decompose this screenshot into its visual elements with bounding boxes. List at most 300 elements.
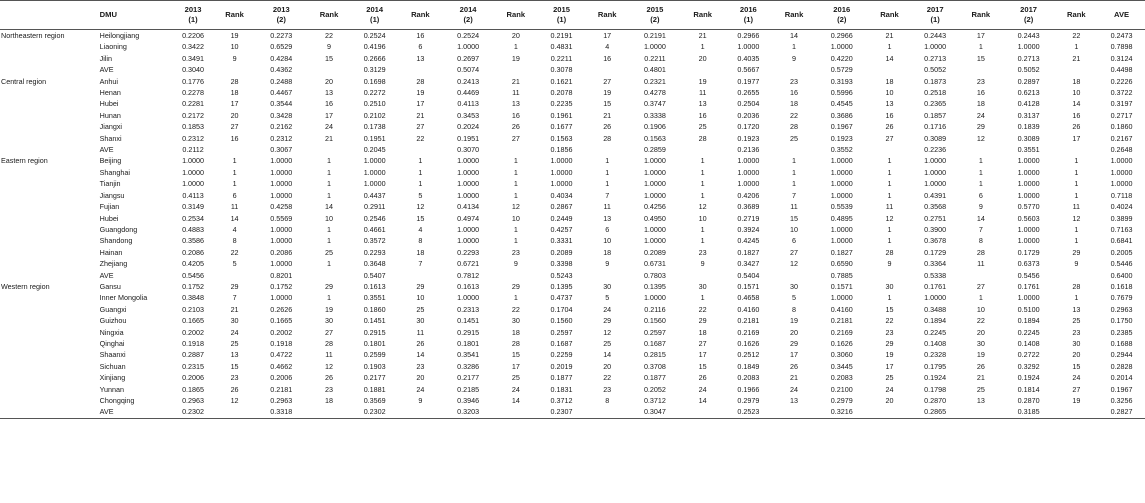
- value-cell: [494, 64, 538, 75]
- region-cell: [0, 41, 100, 52]
- value-cell: [772, 64, 816, 75]
- value-cell: 1: [232, 179, 237, 189]
- value-cell: 23: [1072, 327, 1081, 337]
- value-cell: 0.2963: [1110, 304, 1133, 314]
- value-cell: 0.2626: [270, 304, 293, 314]
- column-header: Rank: [399, 1, 443, 30]
- table-row: [0, 121, 1145, 132]
- value-cell: 0.3551: [363, 293, 386, 303]
- value-cell: 1: [605, 156, 610, 166]
- value-cell: 1.0000: [737, 42, 760, 52]
- value-cell: 1.0000: [1110, 179, 1133, 189]
- value-cell: 0.2815: [643, 350, 666, 360]
- value-cell: 0.5338: [924, 270, 947, 280]
- value-cell: 0.3286: [457, 361, 480, 371]
- value-cell: [307, 406, 351, 418]
- value-cell: 1.0000: [1017, 190, 1040, 200]
- value-cell: 0.2211: [644, 53, 666, 63]
- value-cell: 1: [887, 156, 892, 166]
- value-cell: 1.0000: [643, 156, 666, 166]
- value-cell: 0.1903: [363, 361, 386, 371]
- value-cell: 19: [416, 88, 425, 98]
- value-cell: 27: [511, 133, 520, 143]
- value-cell: 18: [416, 247, 425, 257]
- value-cell: 27: [698, 338, 707, 348]
- region-cell: [0, 338, 100, 349]
- value-cell: [494, 406, 538, 418]
- column-header: Rank: [959, 1, 1003, 30]
- value-cell: 19: [603, 88, 612, 98]
- value-cell: 21: [885, 31, 894, 40]
- value-cell: 9: [513, 259, 518, 269]
- dmu-cell: Qinghai: [99, 338, 125, 348]
- value-cell: 20: [416, 373, 425, 383]
- value-cell: 29: [976, 122, 985, 132]
- table-row: [0, 327, 1145, 338]
- region-cell: Eastern region: [1, 156, 48, 166]
- value-cell: 0.2102: [363, 110, 386, 120]
- value-cell: 1.0000: [270, 167, 293, 177]
- value-cell: 0.1795: [924, 361, 947, 371]
- value-cell: 0.1563: [550, 133, 573, 143]
- value-cell: 29: [790, 338, 799, 348]
- value-cell: 19: [1072, 396, 1081, 405]
- value-cell: 0.2019: [550, 361, 573, 371]
- value-cell: 1: [887, 293, 892, 303]
- value-cell: [214, 144, 256, 155]
- value-cell: 0.2911: [363, 202, 386, 212]
- value-cell: 30: [603, 281, 612, 291]
- value-cell: 29: [230, 281, 239, 291]
- table-row: [0, 349, 1145, 360]
- value-cell: 1.0000: [363, 179, 386, 189]
- dmu-cell: Inner Mongolia: [99, 293, 148, 303]
- value-cell: 26: [416, 338, 425, 348]
- value-cell: 0.1613: [457, 281, 480, 291]
- value-cell: 5: [418, 190, 423, 200]
- value-cell: 1.0000: [270, 236, 293, 246]
- column-header: 2016 (1): [724, 1, 772, 30]
- header-row: [0, 1, 1145, 30]
- value-cell: 23: [325, 384, 334, 394]
- value-cell: 1: [232, 156, 237, 166]
- value-cell: 20: [325, 76, 334, 86]
- value-cell: 22: [416, 133, 425, 143]
- value-cell: 11: [230, 202, 239, 212]
- value-cell: 1: [418, 167, 423, 177]
- value-cell: 0.2827: [1098, 406, 1145, 418]
- value-cell: 1: [327, 167, 332, 177]
- region-cell: Western region: [1, 281, 50, 291]
- value-cell: 0.5603: [1017, 213, 1040, 223]
- value-cell: 0.2963: [270, 396, 293, 405]
- value-cell: 0.2078: [550, 88, 573, 98]
- value-cell: 0.5243: [550, 270, 573, 280]
- value-cell: 1.0000: [830, 236, 853, 246]
- value-cell: 26: [230, 384, 239, 394]
- value-cell: 18: [976, 99, 985, 109]
- value-cell: 29: [416, 281, 425, 291]
- value-cell: 1: [700, 156, 705, 166]
- value-cell: 22: [790, 110, 799, 120]
- value-cell: 0.2312: [270, 133, 293, 143]
- dmu-cell: AVE: [99, 65, 114, 75]
- value-cell: 24: [790, 384, 799, 394]
- region-cell: [0, 224, 100, 235]
- value-cell: 24: [325, 122, 334, 132]
- value-cell: 23: [885, 327, 894, 337]
- value-cell: 1.0000: [457, 156, 480, 166]
- value-cell: [585, 144, 629, 155]
- value-cell: 0.1877: [550, 373, 573, 383]
- column-header: Rank: [1055, 1, 1099, 30]
- value-cell: 1.0000: [182, 156, 205, 166]
- value-cell: 6: [232, 190, 237, 200]
- value-cell: 0.3708: [643, 361, 666, 371]
- value-cell: [307, 144, 351, 155]
- table-row: [0, 155, 1145, 166]
- value-cell: 0.1894: [924, 316, 947, 326]
- value-cell: 0.3129: [363, 65, 386, 75]
- value-cell: 1.0000: [643, 42, 666, 52]
- value-cell: 0.5770: [1017, 202, 1040, 212]
- value-cell: 1.0000: [830, 293, 853, 303]
- value-cell: 0.4134: [457, 202, 480, 212]
- value-cell: 1.0000: [643, 224, 666, 234]
- value-cell: 0.3089: [924, 133, 947, 143]
- value-cell: 0.2966: [830, 31, 853, 40]
- value-cell: 27: [885, 133, 894, 143]
- value-cell: 0.3586: [182, 236, 205, 246]
- value-cell: 0.4128: [1017, 99, 1040, 109]
- value-cell: 0.5456: [182, 270, 205, 280]
- value-cell: 0.1776: [182, 76, 205, 86]
- value-cell: 9: [978, 202, 983, 212]
- value-cell: [585, 64, 629, 75]
- value-cell: 1: [513, 224, 518, 234]
- value-cell: 0.2045: [363, 145, 386, 155]
- column-header: 2013 (1): [172, 1, 214, 30]
- value-cell: 1: [513, 236, 518, 246]
- region-cell: [0, 121, 100, 132]
- value-cell: 21: [230, 304, 239, 314]
- value-cell: 0.2523: [724, 406, 772, 418]
- value-cell: [1055, 144, 1099, 155]
- value-cell: 0.2191: [550, 31, 573, 40]
- value-cell: 0.4437: [363, 190, 386, 200]
- value-cell: 0.7803: [643, 270, 666, 280]
- table-row: [0, 41, 1145, 52]
- value-cell: 0.1408: [1017, 338, 1040, 348]
- value-cell: 0.3924: [737, 224, 760, 234]
- value-cell: 29: [698, 316, 707, 326]
- value-cell: 23: [230, 373, 239, 383]
- value-cell: 25: [1072, 316, 1081, 326]
- value-cell: 0.4196: [363, 42, 386, 52]
- dmu-cell: Anhui: [99, 76, 119, 86]
- value-cell: 0.1626: [737, 338, 760, 348]
- value-cell: 15: [325, 53, 334, 63]
- value-cell: [868, 406, 912, 418]
- value-cell: 0.4256: [643, 202, 666, 212]
- value-cell: 0.1873: [924, 76, 947, 86]
- value-cell: 0.2273: [270, 31, 293, 40]
- value-cell: 1: [513, 179, 518, 189]
- value-cell: 16: [325, 99, 334, 109]
- value-cell: 0.2191: [643, 31, 666, 40]
- value-cell: 0.2546: [363, 213, 386, 223]
- value-cell: 0.2518: [924, 88, 947, 98]
- value-cell: 0.3067: [270, 145, 293, 155]
- value-cell: 11: [977, 259, 985, 269]
- value-cell: 1.0000: [270, 190, 293, 200]
- value-cell: 17: [885, 361, 894, 371]
- value-cell: 0.1849: [737, 361, 760, 371]
- value-cell: 0.3648: [363, 259, 386, 269]
- value-cell: 21: [698, 31, 707, 40]
- region-cell: [0, 98, 100, 109]
- region-cell: [0, 327, 100, 338]
- value-cell: 1: [700, 190, 705, 200]
- value-cell: 10: [885, 88, 894, 98]
- table-row: [0, 235, 1145, 246]
- value-cell: 0.4035: [737, 53, 760, 63]
- value-cell: 13: [885, 99, 894, 109]
- value-cell: 14: [790, 31, 799, 40]
- value-cell: 0.3137: [1017, 110, 1040, 120]
- value-cell: [307, 64, 351, 75]
- value-cell: 0.2828: [1110, 361, 1133, 371]
- value-cell: 5: [605, 293, 610, 303]
- value-cell: 0.4024: [1110, 202, 1133, 212]
- value-cell: 7: [232, 293, 237, 303]
- value-cell: 1: [327, 156, 332, 166]
- value-cell: 0.4205: [182, 259, 205, 269]
- value-cell: 19: [230, 31, 239, 40]
- value-cell: 0.4658: [737, 293, 760, 303]
- region-cell: [0, 110, 100, 121]
- dmu-cell: AVE: [99, 270, 114, 280]
- value-cell: 0.2185: [457, 384, 480, 394]
- value-cell: 1: [232, 167, 237, 177]
- value-cell: 0.2859: [643, 145, 666, 155]
- value-cell: [1055, 64, 1099, 75]
- value-cell: 9: [1074, 259, 1079, 269]
- value-cell: 14: [603, 350, 612, 360]
- value-cell: 26: [325, 373, 334, 383]
- value-cell: 1.0000: [643, 190, 666, 200]
- value-cell: 1.0000: [924, 293, 947, 303]
- value-cell: 0.4950: [643, 213, 666, 223]
- value-cell: 17: [698, 350, 707, 360]
- value-cell: 13: [511, 99, 520, 109]
- value-cell: 0.3197: [1110, 99, 1133, 109]
- value-cell: 18: [603, 247, 612, 257]
- value-cell: [494, 144, 538, 155]
- region-cell: [0, 190, 100, 201]
- value-cell: 1.0000: [643, 179, 666, 189]
- value-cell: 0.2597: [643, 327, 666, 337]
- dmu-cell: Shaanxi: [99, 350, 126, 360]
- value-cell: 1.0000: [550, 179, 573, 189]
- value-cell: 0.1860: [363, 304, 386, 314]
- value-cell: 0.3544: [270, 99, 293, 109]
- column-header: DMU: [100, 1, 173, 30]
- value-cell: 22: [511, 304, 520, 314]
- value-cell: 22: [698, 304, 707, 314]
- value-cell: 1: [327, 190, 332, 200]
- value-cell: 0.3078: [550, 65, 573, 75]
- table-row: [0, 304, 1145, 315]
- value-cell: 0.3428: [270, 110, 293, 120]
- value-cell: 12: [698, 202, 707, 212]
- value-cell: 0.5456: [1017, 270, 1040, 280]
- value-cell: 1.0000: [924, 179, 947, 189]
- value-cell: 17: [976, 31, 985, 40]
- value-cell: 21: [603, 110, 612, 120]
- value-cell: 25: [603, 338, 612, 348]
- value-cell: 14: [230, 213, 239, 223]
- value-cell: 0.3203: [442, 406, 494, 418]
- dmu-cell: Jiangxi: [99, 122, 123, 132]
- value-cell: 1.0000: [457, 236, 480, 246]
- value-cell: 0.1918: [270, 338, 293, 348]
- dmu-cell: Chongqing: [99, 396, 135, 405]
- value-cell: 0.1827: [737, 247, 760, 257]
- value-cell: 21: [416, 110, 425, 120]
- value-cell: 0.2365: [924, 99, 947, 109]
- value-cell: 0.2534: [182, 213, 205, 223]
- value-cell: 0.3149: [182, 202, 205, 212]
- value-cell: 0.1761: [924, 281, 947, 291]
- value-cell: [399, 144, 443, 155]
- value-cell: 1.0000: [1017, 179, 1040, 189]
- value-cell: 1.0000: [270, 179, 293, 189]
- value-cell: 1: [978, 293, 983, 303]
- value-cell: 0.2259: [550, 350, 573, 360]
- value-cell: 0.2245: [1017, 327, 1040, 337]
- value-cell: 0.2169: [737, 327, 760, 337]
- value-cell: 0.2313: [457, 304, 480, 314]
- value-cell: 0.2136: [737, 145, 760, 155]
- value-cell: 1: [327, 259, 332, 269]
- table-row: [0, 395, 1145, 406]
- value-cell: 0.4545: [830, 99, 853, 109]
- value-cell: 1.0000: [1110, 156, 1133, 166]
- table-row: [0, 372, 1145, 383]
- value-cell: 1: [700, 42, 705, 52]
- value-cell: 0.3060: [830, 350, 853, 360]
- value-cell: 17: [790, 350, 799, 360]
- value-cell: 13: [1072, 304, 1081, 314]
- value-cell: 10: [416, 293, 425, 303]
- table-row: [0, 76, 1145, 87]
- value-cell: 0.2666: [363, 53, 386, 63]
- value-cell: 0.2717: [1110, 110, 1133, 120]
- value-cell: 0.8201: [270, 270, 293, 280]
- value-cell: 9: [232, 53, 237, 63]
- value-cell: 1.0000: [1017, 167, 1040, 177]
- value-cell: 12: [790, 259, 799, 269]
- value-cell: 16: [885, 110, 894, 120]
- value-cell: 0.1665: [270, 316, 293, 326]
- table-row: [0, 178, 1145, 189]
- value-cell: 30: [416, 316, 425, 326]
- value-cell: 8: [792, 304, 797, 314]
- value-cell: 0.3216: [816, 406, 868, 418]
- value-cell: 0.3747: [643, 99, 666, 109]
- value-cell: 5: [232, 259, 237, 269]
- value-cell: 0.1827: [830, 247, 853, 257]
- value-cell: 8: [232, 236, 237, 246]
- value-cell: 18: [1072, 76, 1081, 86]
- value-cell: 1: [327, 179, 332, 189]
- value-cell: 0.2226: [1110, 76, 1133, 86]
- value-cell: 0.2897: [1017, 76, 1040, 86]
- region-cell: [0, 372, 100, 383]
- value-cell: 18: [698, 327, 707, 337]
- value-cell: 0.2697: [457, 53, 480, 63]
- value-cell: 17: [230, 99, 239, 109]
- value-cell: 30: [885, 281, 894, 291]
- dmu-cell: Hainan: [99, 247, 123, 257]
- value-cell: 1.0000: [1017, 236, 1040, 246]
- value-cell: 19: [698, 76, 707, 86]
- dmu-cell: Guangxi: [99, 304, 127, 314]
- value-cell: 0.1560: [550, 316, 573, 326]
- value-cell: 0.4391: [924, 190, 947, 200]
- value-cell: 21: [325, 133, 334, 143]
- value-cell: 11: [1072, 202, 1081, 212]
- value-cell: [214, 64, 256, 75]
- value-cell: 0.2963: [182, 396, 205, 405]
- value-cell: 0.1720: [737, 122, 760, 132]
- value-cell: 14: [416, 350, 425, 360]
- value-cell: 0.2211: [550, 53, 573, 63]
- value-cell: 26: [885, 122, 894, 132]
- value-cell: 12: [885, 213, 894, 223]
- value-cell: 0.2719: [737, 213, 760, 223]
- value-cell: 0.1688: [1110, 338, 1133, 348]
- value-cell: 0.2865: [911, 406, 959, 418]
- value-cell: 17: [325, 110, 334, 120]
- value-cell: 1.0000: [457, 190, 480, 200]
- dmu-cell: Jiangsu: [99, 190, 125, 200]
- value-cell: 0.2236: [924, 145, 947, 155]
- value-cell: 0.4467: [270, 88, 293, 98]
- value-cell: 23: [416, 361, 425, 371]
- dmu-cell: Fujian: [99, 202, 120, 212]
- value-cell: 0.2293: [457, 247, 480, 257]
- value-cell: 1: [978, 156, 983, 166]
- value-cell: 9: [700, 259, 705, 269]
- value-cell: 22: [325, 31, 334, 40]
- table-row: [0, 201, 1145, 212]
- value-cell: 1.0000: [830, 224, 853, 234]
- value-cell: 0.2655: [737, 88, 760, 98]
- value-cell: 1.0000: [363, 156, 386, 166]
- table-row: [0, 133, 1145, 144]
- value-cell: 0.6721: [457, 259, 480, 269]
- value-cell: 0.1814: [1017, 384, 1040, 394]
- value-cell: 0.5667: [737, 65, 760, 75]
- value-cell: 7: [418, 259, 423, 269]
- value-cell: 1.0000: [270, 293, 293, 303]
- value-cell: 0.2307: [538, 406, 586, 418]
- value-cell: 14: [976, 213, 985, 223]
- value-cell: 23: [698, 247, 707, 257]
- value-cell: 1: [1074, 190, 1079, 200]
